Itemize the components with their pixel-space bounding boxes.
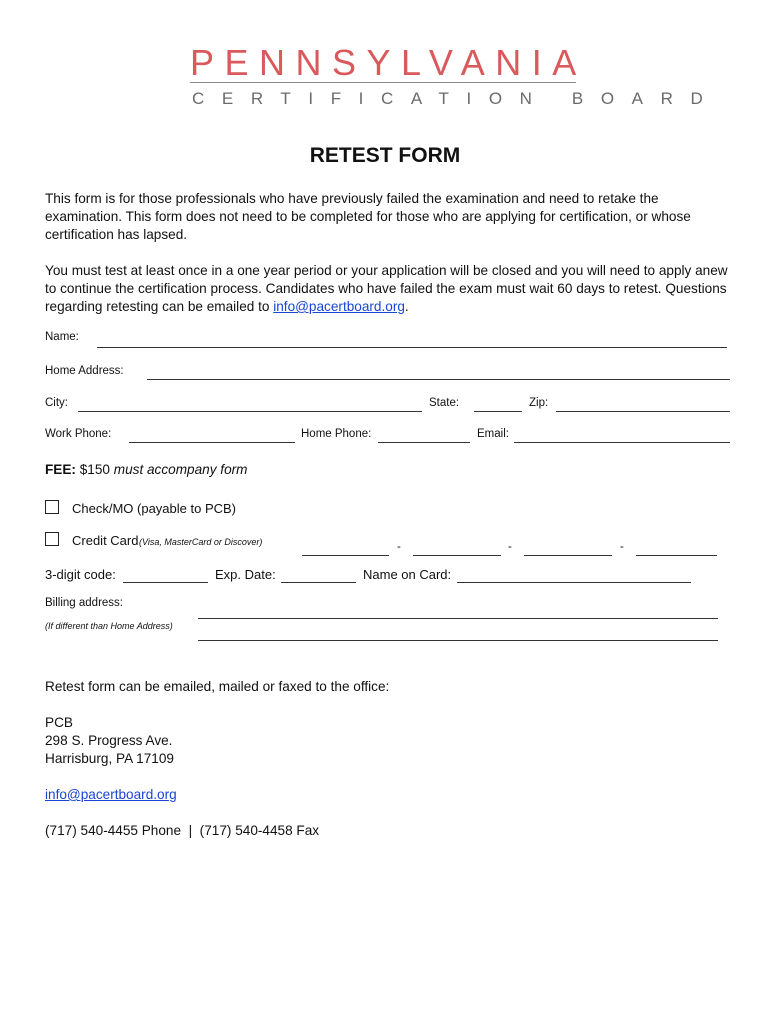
card-number-dash-1: - (397, 541, 401, 553)
security-code-field[interactable] (123, 582, 208, 583)
card-number-dash-3: - (620, 541, 624, 553)
home-address-label: Home Address: (45, 365, 124, 377)
city-label: City: (45, 397, 68, 409)
office-phones: (717) 540-4455 Phone | (717) 540-4458 Fax (45, 823, 320, 838)
city-field[interactable] (78, 411, 422, 412)
fee-line (45, 462, 247, 477)
intro-email-link[interactable]: info@pacertboard.org (273, 299, 405, 314)
fee-label: FEE: (45, 462, 76, 477)
footer-email-link[interactable]: info@pacertboard.org (45, 787, 177, 802)
credit-card-label: Credit Card (72, 533, 139, 548)
name-label: Name: (45, 331, 79, 343)
office-city: Harrisburg, PA 17109 (45, 751, 174, 766)
work-phone-field[interactable] (129, 442, 295, 443)
office-name: PCB (45, 715, 73, 730)
state-field[interactable] (474, 411, 522, 412)
exp-date-label: Exp. Date: (215, 567, 276, 582)
card-number-segment-1[interactable] (302, 555, 389, 556)
logo-divider (190, 82, 576, 83)
office-street: 298 S. Progress Ave. (45, 733, 173, 748)
credit-card-note: (Visa, MasterCard or Discover) (139, 537, 263, 547)
intro-paragraph-2-end: . (404, 299, 409, 314)
intro-paragraph-2 (45, 262, 735, 316)
billing-address-label: Billing address: (45, 597, 123, 609)
email-field[interactable] (514, 442, 730, 443)
logo-subtitle: CERTIFICATION BOARD (192, 89, 721, 108)
work-phone-label: Work Phone: (45, 428, 112, 440)
check-mo-label: Check/MO (payable to PCB) (72, 501, 237, 516)
credit-card-checkbox[interactable] (45, 532, 59, 546)
intro-paragraph-1: This form is for those professionals who have previously failed the examination and need to retake the examination. This form does not need to be completed for those who are applying for certification, or whose certification has lapsed. (45, 191, 691, 242)
intro-paragraph-2-text: You must test at least once in a one year period or your application will be closed and you will need to apply anew to continue the certification process. Candidates who have failed the exam must wait 60 days to retest. Questions regarding retesting can be emailed to (45, 263, 728, 314)
home-phone-field[interactable] (378, 442, 470, 443)
zip-field[interactable] (556, 411, 730, 412)
billing-address-field-2[interactable] (198, 640, 718, 641)
zip-label: Zip: (529, 397, 549, 409)
email-label: Email: (477, 428, 509, 440)
card-number-segment-2[interactable] (413, 555, 501, 556)
billing-address-note: (If different than Home Address) (45, 621, 173, 631)
fee-note: must accompany form (113, 462, 248, 477)
home-phone-label: Home Phone: (301, 428, 372, 440)
billing-address-field-1[interactable] (198, 618, 718, 619)
card-number-segment-4[interactable] (636, 555, 717, 556)
card-number-segment-3[interactable] (524, 555, 612, 556)
check-mo-checkbox[interactable] (45, 500, 59, 514)
page-title: RETEST FORM (309, 144, 461, 167)
home-address-field[interactable] (147, 379, 730, 380)
logo-title: PENNSYLVANIA (190, 42, 587, 83)
name-on-card-label: Name on Card: (363, 567, 452, 582)
card-number-dash-2: - (508, 541, 512, 553)
name-on-card-field[interactable] (457, 582, 691, 583)
state-label: State: (429, 397, 460, 409)
name-field[interactable] (97, 347, 727, 348)
fee-amount: $150 (75, 462, 114, 477)
exp-date-field[interactable] (281, 582, 356, 583)
submission-instructions: Retest form can be emailed, mailed or faxed to the office: (45, 679, 390, 694)
security-code-label: 3-digit code: (45, 567, 116, 582)
